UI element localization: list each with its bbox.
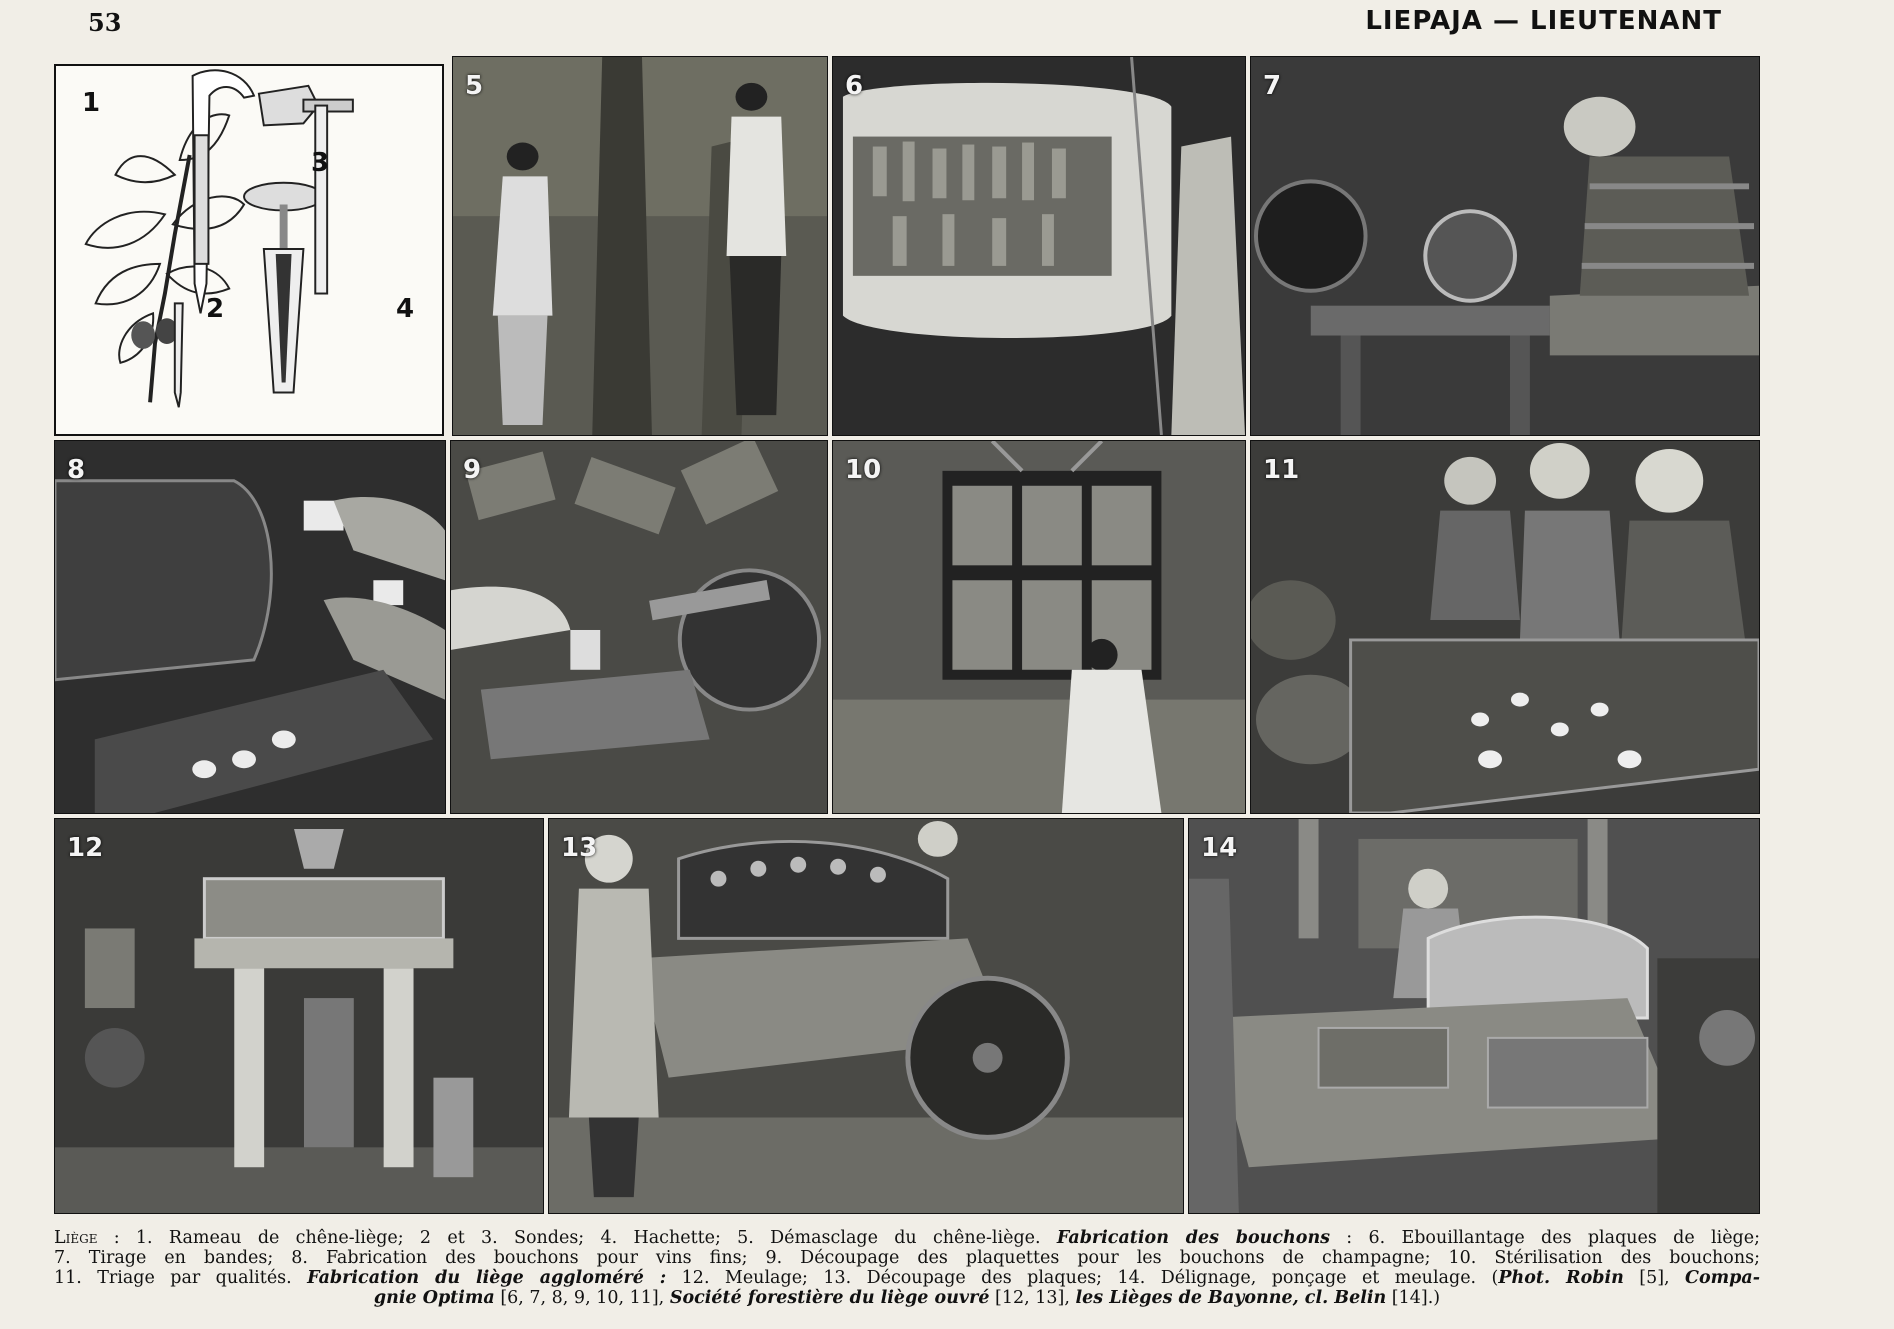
- caption-credit: les Lièges de Bayonne, cl. Belin: [1075, 1288, 1387, 1308]
- caption-credit: Compa-: [1685, 1268, 1760, 1288]
- caption-text: [12, 13],: [989, 1288, 1076, 1308]
- panel-6-number: 6: [845, 71, 864, 101]
- panel-8-photo: [54, 440, 446, 814]
- caption-credit: gnie Optima: [373, 1288, 495, 1308]
- panel-14-photo: [1188, 818, 1760, 1214]
- oak-branch-and-tools-drawing: [56, 66, 442, 434]
- panel-9-number: 9: [463, 455, 482, 485]
- caption-text: : 1. Rameau de chêne-liège; 2 et 3. Sondes; 4. Hachette; 5. Démasclage du chêne-liège.: [97, 1228, 1057, 1248]
- caption-heading: Liège: [54, 1228, 98, 1248]
- caption-credit: Phot. Robin: [1498, 1268, 1624, 1288]
- panel-5-photo: [452, 56, 828, 436]
- caption-section-title: Fabrication du liège aggloméré :: [307, 1268, 667, 1288]
- photo-plate: [54, 56, 1760, 1216]
- caption-text: [14].): [1386, 1288, 1441, 1308]
- caption-text: 12. Meulage; 13. Découpage des plaques; 14. Délignage, ponçage et meulage. (: [666, 1268, 1499, 1288]
- caption-line-3: [54, 1268, 1760, 1288]
- drawing-label-2: 2: [206, 294, 225, 324]
- panel-13-photo: [548, 818, 1184, 1214]
- panel-7-photo: [1250, 56, 1760, 436]
- panel-5-number: 5: [465, 71, 484, 101]
- panel-13-number: 13: [561, 833, 598, 863]
- caption-text: [5],: [1623, 1268, 1686, 1288]
- panel-7-number: 7: [1263, 71, 1282, 101]
- caption-line-2: 7. Tirage en bandes; 8. Fabrication des bouchons pour vins fins; 9. Découpage des plaquettes pour les bouchons de champagne; 10. Stérilisation des bouchons;: [54, 1248, 1760, 1268]
- caption-text: 11. Triage par qualités.: [54, 1268, 308, 1288]
- drawing-label-1: 1: [82, 88, 101, 118]
- panel-12-number: 12: [67, 833, 104, 863]
- panel-8-number: 8: [67, 455, 86, 485]
- panel-11-number: 11: [1263, 455, 1300, 485]
- panel-6-photo: [832, 56, 1246, 436]
- running-head: LIEPAJA — LIEUTENANT: [1365, 6, 1722, 36]
- panel-12-photo: [54, 818, 544, 1214]
- caption-credit: Société forestière du liège ouvré: [669, 1288, 990, 1308]
- drawing-label-3: 3: [311, 148, 330, 178]
- panel-9-photo: [450, 440, 828, 814]
- drawing-label-4: 4: [396, 294, 415, 324]
- caption-section-title: Fabrication des bouchons: [1056, 1228, 1331, 1248]
- panel-14-number: 14: [1201, 833, 1238, 863]
- panel-10-number: 10: [845, 455, 882, 485]
- caption-text: [6, 7, 8, 9, 10, 11],: [494, 1288, 670, 1308]
- plate-caption: [54, 1228, 1760, 1308]
- panel-11-photo: [1250, 440, 1760, 814]
- panel-10-photo: [832, 440, 1246, 814]
- page-number: 53: [88, 8, 122, 37]
- caption-line-1: [54, 1228, 1760, 1248]
- caption-line-4: [54, 1288, 1760, 1308]
- panel-1-drawing: [54, 64, 444, 436]
- caption-text: : 6. Ebouillantage des plaques de liège;: [1330, 1228, 1761, 1248]
